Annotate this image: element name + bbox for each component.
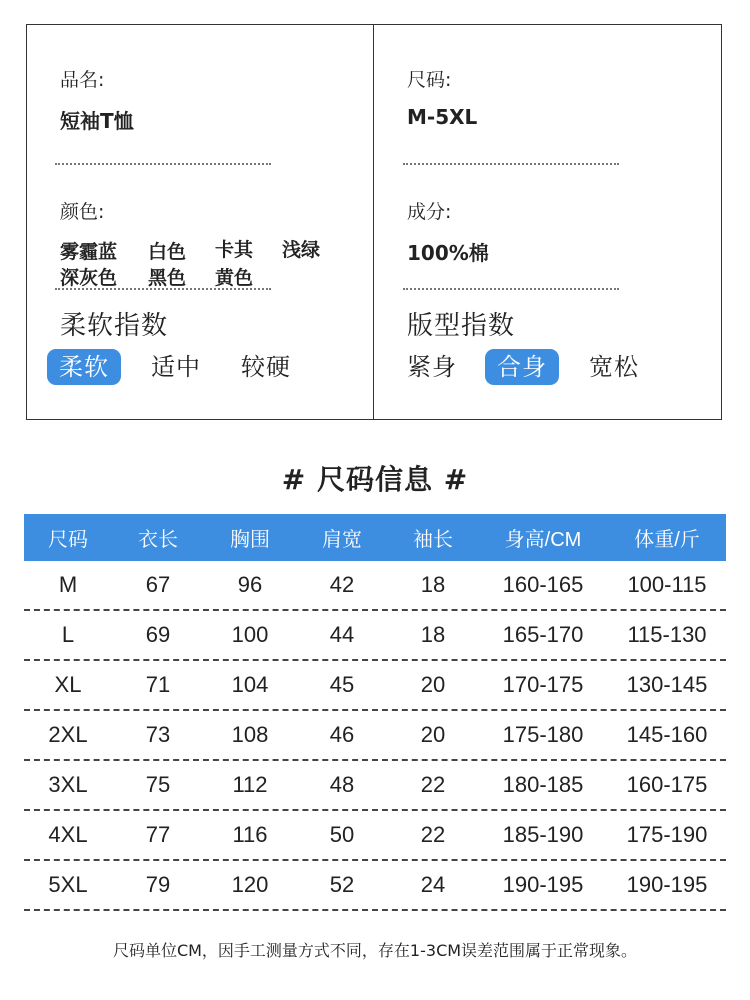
fit-option-loose: 宽松 xyxy=(589,353,639,381)
dotted-separator xyxy=(403,163,619,165)
table-cell: 20 xyxy=(420,672,446,697)
color-option: 深灰色 xyxy=(60,267,118,289)
size-table-header xyxy=(24,514,726,561)
dotted-separator xyxy=(55,163,271,165)
table-cell: 46 xyxy=(329,722,355,747)
table-cell: 175-180 xyxy=(502,722,584,747)
color-option: 白色 xyxy=(148,241,187,263)
table-cell: 3XL xyxy=(48,772,88,797)
header-cell: 身高/CM xyxy=(504,529,582,551)
header-cell: 袖长 xyxy=(413,529,453,551)
table-cell: 5XL xyxy=(48,872,88,897)
header-cell: 胸围 xyxy=(230,529,270,551)
table-cell: 190-195 xyxy=(626,872,708,897)
table-cell: 185-190 xyxy=(502,822,584,847)
size-label: 尺码: xyxy=(407,69,452,91)
table-cell: 115-130 xyxy=(627,622,707,647)
table-cell: 145-160 xyxy=(626,722,708,747)
table-cell: L xyxy=(61,622,75,647)
table-cell: 175-190 xyxy=(626,822,708,847)
table-cell: 165-170 xyxy=(502,622,584,647)
table-cell: 160-175 xyxy=(626,772,708,797)
table-cell: M xyxy=(58,572,78,597)
table-cell: 108 xyxy=(231,722,269,747)
table-cell: 112 xyxy=(232,772,268,797)
table-cell: 160-165 xyxy=(502,572,584,597)
name-value: 短袖T恤 xyxy=(60,109,134,133)
fit-option-regular: 合身 xyxy=(485,349,559,385)
dotted-separator xyxy=(55,288,271,290)
color-option: 黄色 xyxy=(215,267,254,289)
table-cell: 104 xyxy=(231,672,269,697)
size-info-title: # 尺码信息 # xyxy=(281,463,469,496)
header-cell: 体重/斤 xyxy=(634,529,700,551)
color-option: 浅绿 xyxy=(282,239,321,261)
color-option: 雾霾蓝 xyxy=(60,241,118,263)
table-cell: 170-175 xyxy=(502,672,584,697)
header-cell: 肩宽 xyxy=(322,529,362,551)
table-row xyxy=(24,811,726,861)
table-cell: 190-195 xyxy=(502,872,584,897)
table-cell: 24 xyxy=(420,872,446,897)
table-cell: 42 xyxy=(329,572,355,597)
material-value: 100%棉 xyxy=(407,241,489,265)
table-cell: 180-185 xyxy=(502,772,584,797)
table-cell: 22 xyxy=(420,772,446,797)
table-cell: XL xyxy=(54,672,82,697)
material-label: 成分: xyxy=(407,201,452,223)
table-cell: 45 xyxy=(329,672,355,697)
table-cell: 75 xyxy=(145,772,171,797)
size-table xyxy=(24,514,726,911)
softness-option-medium: 适中 xyxy=(151,353,201,381)
color-label: 颜色: xyxy=(60,201,105,223)
table-cell: 71 xyxy=(145,672,171,697)
dotted-separator xyxy=(403,288,619,290)
header-cell: 衣长 xyxy=(138,529,178,551)
product-info-panel xyxy=(26,24,722,420)
table-cell: 4XL xyxy=(48,822,88,847)
table-row xyxy=(24,611,726,661)
table-row xyxy=(24,861,726,911)
table-cell: 50 xyxy=(329,822,355,847)
table-cell: 116 xyxy=(232,822,268,847)
fit-title: 版型指数 xyxy=(407,311,516,341)
fit-option-tight: 紧身 xyxy=(407,353,457,381)
table-cell: 69 xyxy=(145,622,171,647)
measurement-footnote: 尺码单位CM，因手工测量方式不同，存在1-3CM误差范围属于正常现象。 xyxy=(112,941,638,960)
table-cell: 100 xyxy=(231,622,269,647)
table-cell: 2XL xyxy=(48,722,88,747)
table-cell: 22 xyxy=(420,822,446,847)
table-cell: 67 xyxy=(145,572,171,597)
softness-title: 柔软指数 xyxy=(60,311,169,341)
table-cell: 130-145 xyxy=(626,672,708,697)
table-cell: 77 xyxy=(145,822,171,847)
color-option: 卡其 xyxy=(215,239,254,261)
table-row xyxy=(24,761,726,811)
table-cell: 96 xyxy=(237,572,263,597)
size-range-value: M-5XL xyxy=(407,105,478,129)
table-cell: 18 xyxy=(420,622,446,647)
softness-option-hard: 较硬 xyxy=(241,353,291,381)
table-row xyxy=(24,711,726,761)
table-row xyxy=(24,661,726,711)
table-cell: 73 xyxy=(145,722,171,747)
table-cell: 48 xyxy=(329,772,355,797)
table-row xyxy=(24,561,726,611)
table-cell: 20 xyxy=(420,722,446,747)
table-cell: 52 xyxy=(329,872,355,897)
table-cell: 120 xyxy=(231,872,269,897)
table-cell: 79 xyxy=(145,872,171,897)
color-option: 黑色 xyxy=(148,267,187,289)
header-cell: 尺码 xyxy=(48,529,88,551)
table-cell: 18 xyxy=(420,572,446,597)
name-label: 品名: xyxy=(60,69,105,91)
table-cell: 100-115 xyxy=(627,572,707,597)
table-cell: 44 xyxy=(329,622,355,647)
panel-divider xyxy=(373,25,374,419)
softness-option-soft: 柔软 xyxy=(47,349,121,385)
